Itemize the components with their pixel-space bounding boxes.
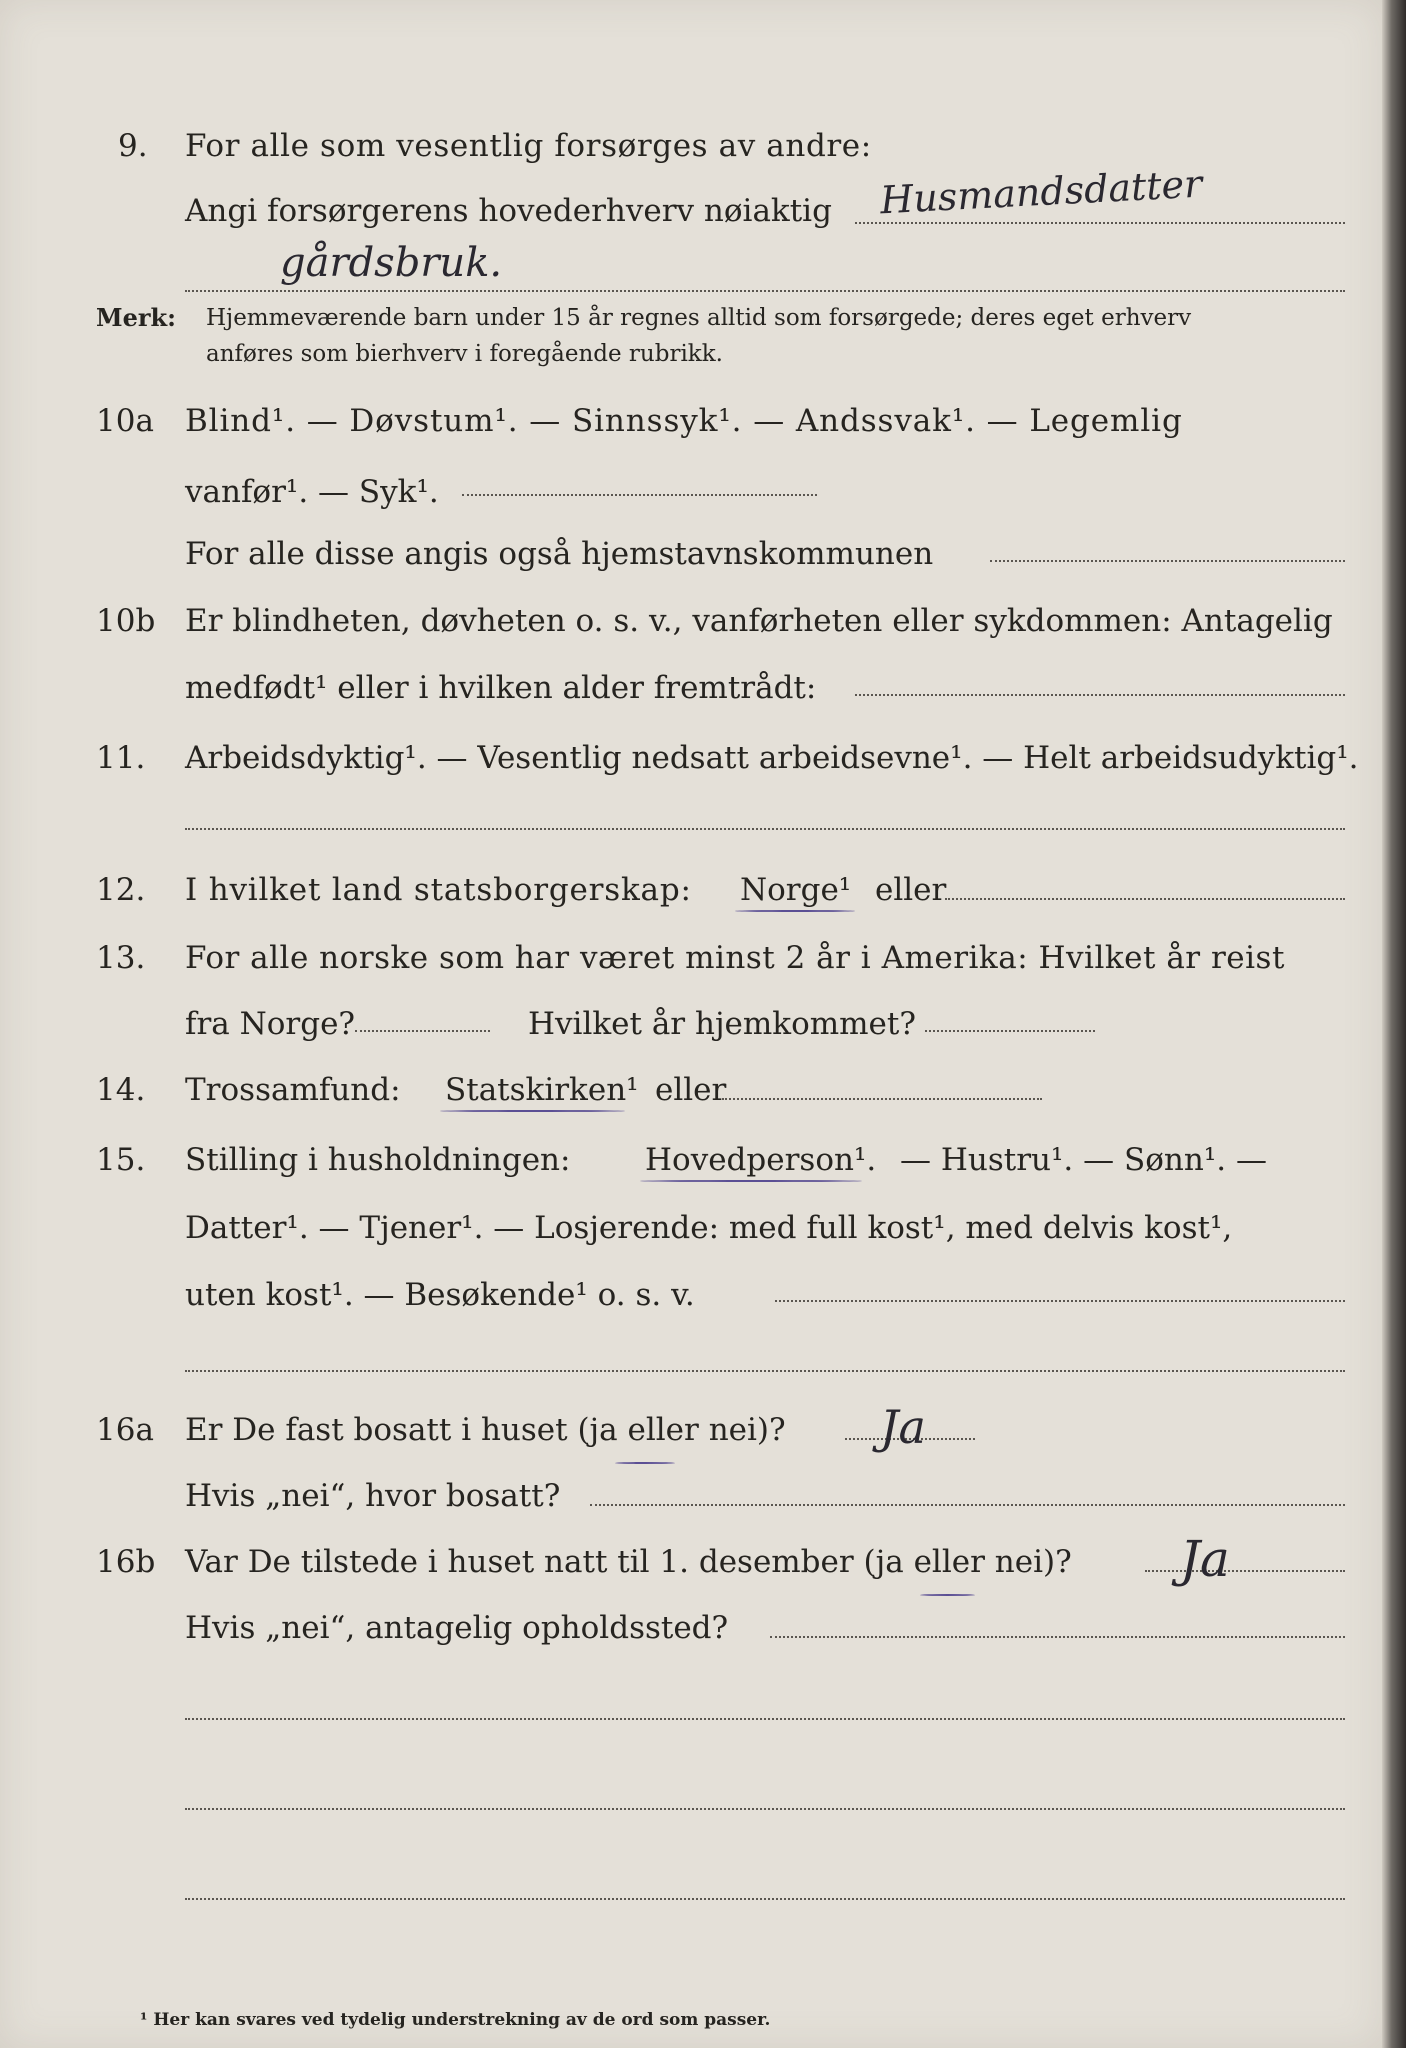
q9-line1: For alle som vesentlig forsørges av andre: <box>185 128 872 164</box>
blank-line-2 <box>185 1808 1345 1810</box>
q13-line2b: Hvilket år hjemkommet? <box>528 1006 916 1042</box>
q11-answer-line <box>185 828 1345 830</box>
q15-underline <box>640 1180 862 1182</box>
q15-answer-line <box>185 1370 1345 1372</box>
q16a-line2: Hvis „nei“, hvor bosatt? <box>185 1478 561 1514</box>
q10b-line2-dots <box>855 694 1345 696</box>
q12-suffix: eller <box>875 872 947 908</box>
q15-line3: uten kost¹. — Besøkende¹ o. s. v. <box>185 1277 695 1313</box>
q16a-line1: Er De fast bosatt i huset (ja eller nei)? <box>185 1412 786 1448</box>
q16a-line2-dots <box>590 1504 1345 1506</box>
q10a-line1: Blind¹. — Døvstum¹. — Sinnssyk¹. — Andssvak¹. — Legemlig <box>185 403 1183 439</box>
q16a-number: 16a <box>96 1412 154 1448</box>
q14-underline <box>440 1110 625 1112</box>
q13-dots-1 <box>355 1030 490 1032</box>
q16b-underline-ja <box>920 1594 975 1596</box>
q12-prefix: I hvilket land statsborgerskap: <box>185 872 692 908</box>
q10a-line3-dots <box>990 560 1345 562</box>
q12-number: 12. <box>96 872 146 908</box>
q9-answer-line-1 <box>855 222 1345 224</box>
blank-line-1 <box>185 1718 1345 1720</box>
q16b-handwritten-answer: Ja <box>1180 1530 1230 1588</box>
q13-line1: For alle norske som har været minst 2 år i Amerika: Hvilket år reist <box>185 940 1285 976</box>
q11-line1: Arbeidsdyktig¹. — Vesentlig nedsatt arbeidsevne¹. — Helt arbeidsudyktig¹. <box>185 740 1359 776</box>
q14-option-statskirken: Statskirken¹ <box>445 1072 639 1108</box>
q15-prefix: Stilling i husholdningen: <box>185 1142 571 1178</box>
q13-number: 13. <box>96 940 146 976</box>
merk-line1: Hjemmeværende barn under 15 år regnes alltid som forsørgede; deres eget erhverv <box>206 305 1192 331</box>
q10a-line2: vanfør¹. — Syk¹. <box>185 474 439 510</box>
q16b-dots <box>1145 1570 1345 1572</box>
q10a-line3: For alle disse angis også hjemstavnskommunen <box>185 536 934 572</box>
q9-handwritten-answer-1: Husmandsdatter <box>879 161 1204 223</box>
q16a-handwritten-answer: Ja <box>880 1400 926 1454</box>
q14-prefix: Trossamfund: <box>185 1072 401 1108</box>
q14-dots <box>722 1098 1042 1100</box>
q14-number: 14. <box>96 1072 146 1108</box>
q16b-line2-dots <box>770 1636 1345 1638</box>
q9-line2: Angi forsørgerens hovederhverv nøiaktig <box>185 193 832 229</box>
merk-line2: anføres som bierhverv i foregående rubrikk. <box>206 341 723 367</box>
q16b-number: 16b <box>96 1544 156 1580</box>
q13-line2a: fra Norge? <box>185 1006 356 1042</box>
q15-option-hovedperson: Hovedperson¹. <box>645 1142 877 1178</box>
q15-line1-rest: — Hustru¹. — Sønn¹. — <box>900 1142 1267 1178</box>
q10b-number: 10b <box>96 603 156 639</box>
q9-answer-line-2 <box>185 290 1345 292</box>
q15-number: 15. <box>96 1142 146 1178</box>
q10a-line2-dots <box>462 494 817 496</box>
q10a-number: 10a <box>96 403 154 439</box>
q9-handwritten-answer-2: gårdsbruk. <box>280 240 503 286</box>
blank-line-3 <box>185 1898 1345 1900</box>
q13-dots-2 <box>925 1030 1095 1032</box>
q12-dots <box>945 898 1345 900</box>
scan-edge <box>1382 0 1406 2048</box>
q16b-line2: Hvis „nei“, antagelig opholdssted? <box>185 1610 729 1646</box>
q12-option-norge: Norge¹ <box>740 872 852 908</box>
q14-suffix: eller <box>655 1072 727 1108</box>
footnote: ¹ Her kan svares ved tydelig understrekning av de ord som passer. <box>140 2010 771 2030</box>
q11-number: 11. <box>96 740 146 776</box>
q16a-underline-ja <box>615 1462 675 1464</box>
q16b-line1: Var De tilstede i huset natt til 1. desember (ja eller nei)? <box>185 1544 1072 1580</box>
q10b-line2: medfødt¹ eller i hvilken alder fremtrådt: <box>185 670 817 706</box>
q15-line2: Datter¹. — Tjener¹. — Losjerende: med full kost¹, med delvis kost¹, <box>185 1210 1233 1246</box>
merk-label: Merk: <box>96 303 176 332</box>
q9-number: 9. <box>118 128 148 164</box>
q10b-line1: Er blindheten, døvheten o. s. v., vanførheten eller sykdommen: Antagelig <box>185 603 1333 639</box>
q12-underline <box>735 910 855 912</box>
q15-line3-dots <box>775 1300 1345 1302</box>
